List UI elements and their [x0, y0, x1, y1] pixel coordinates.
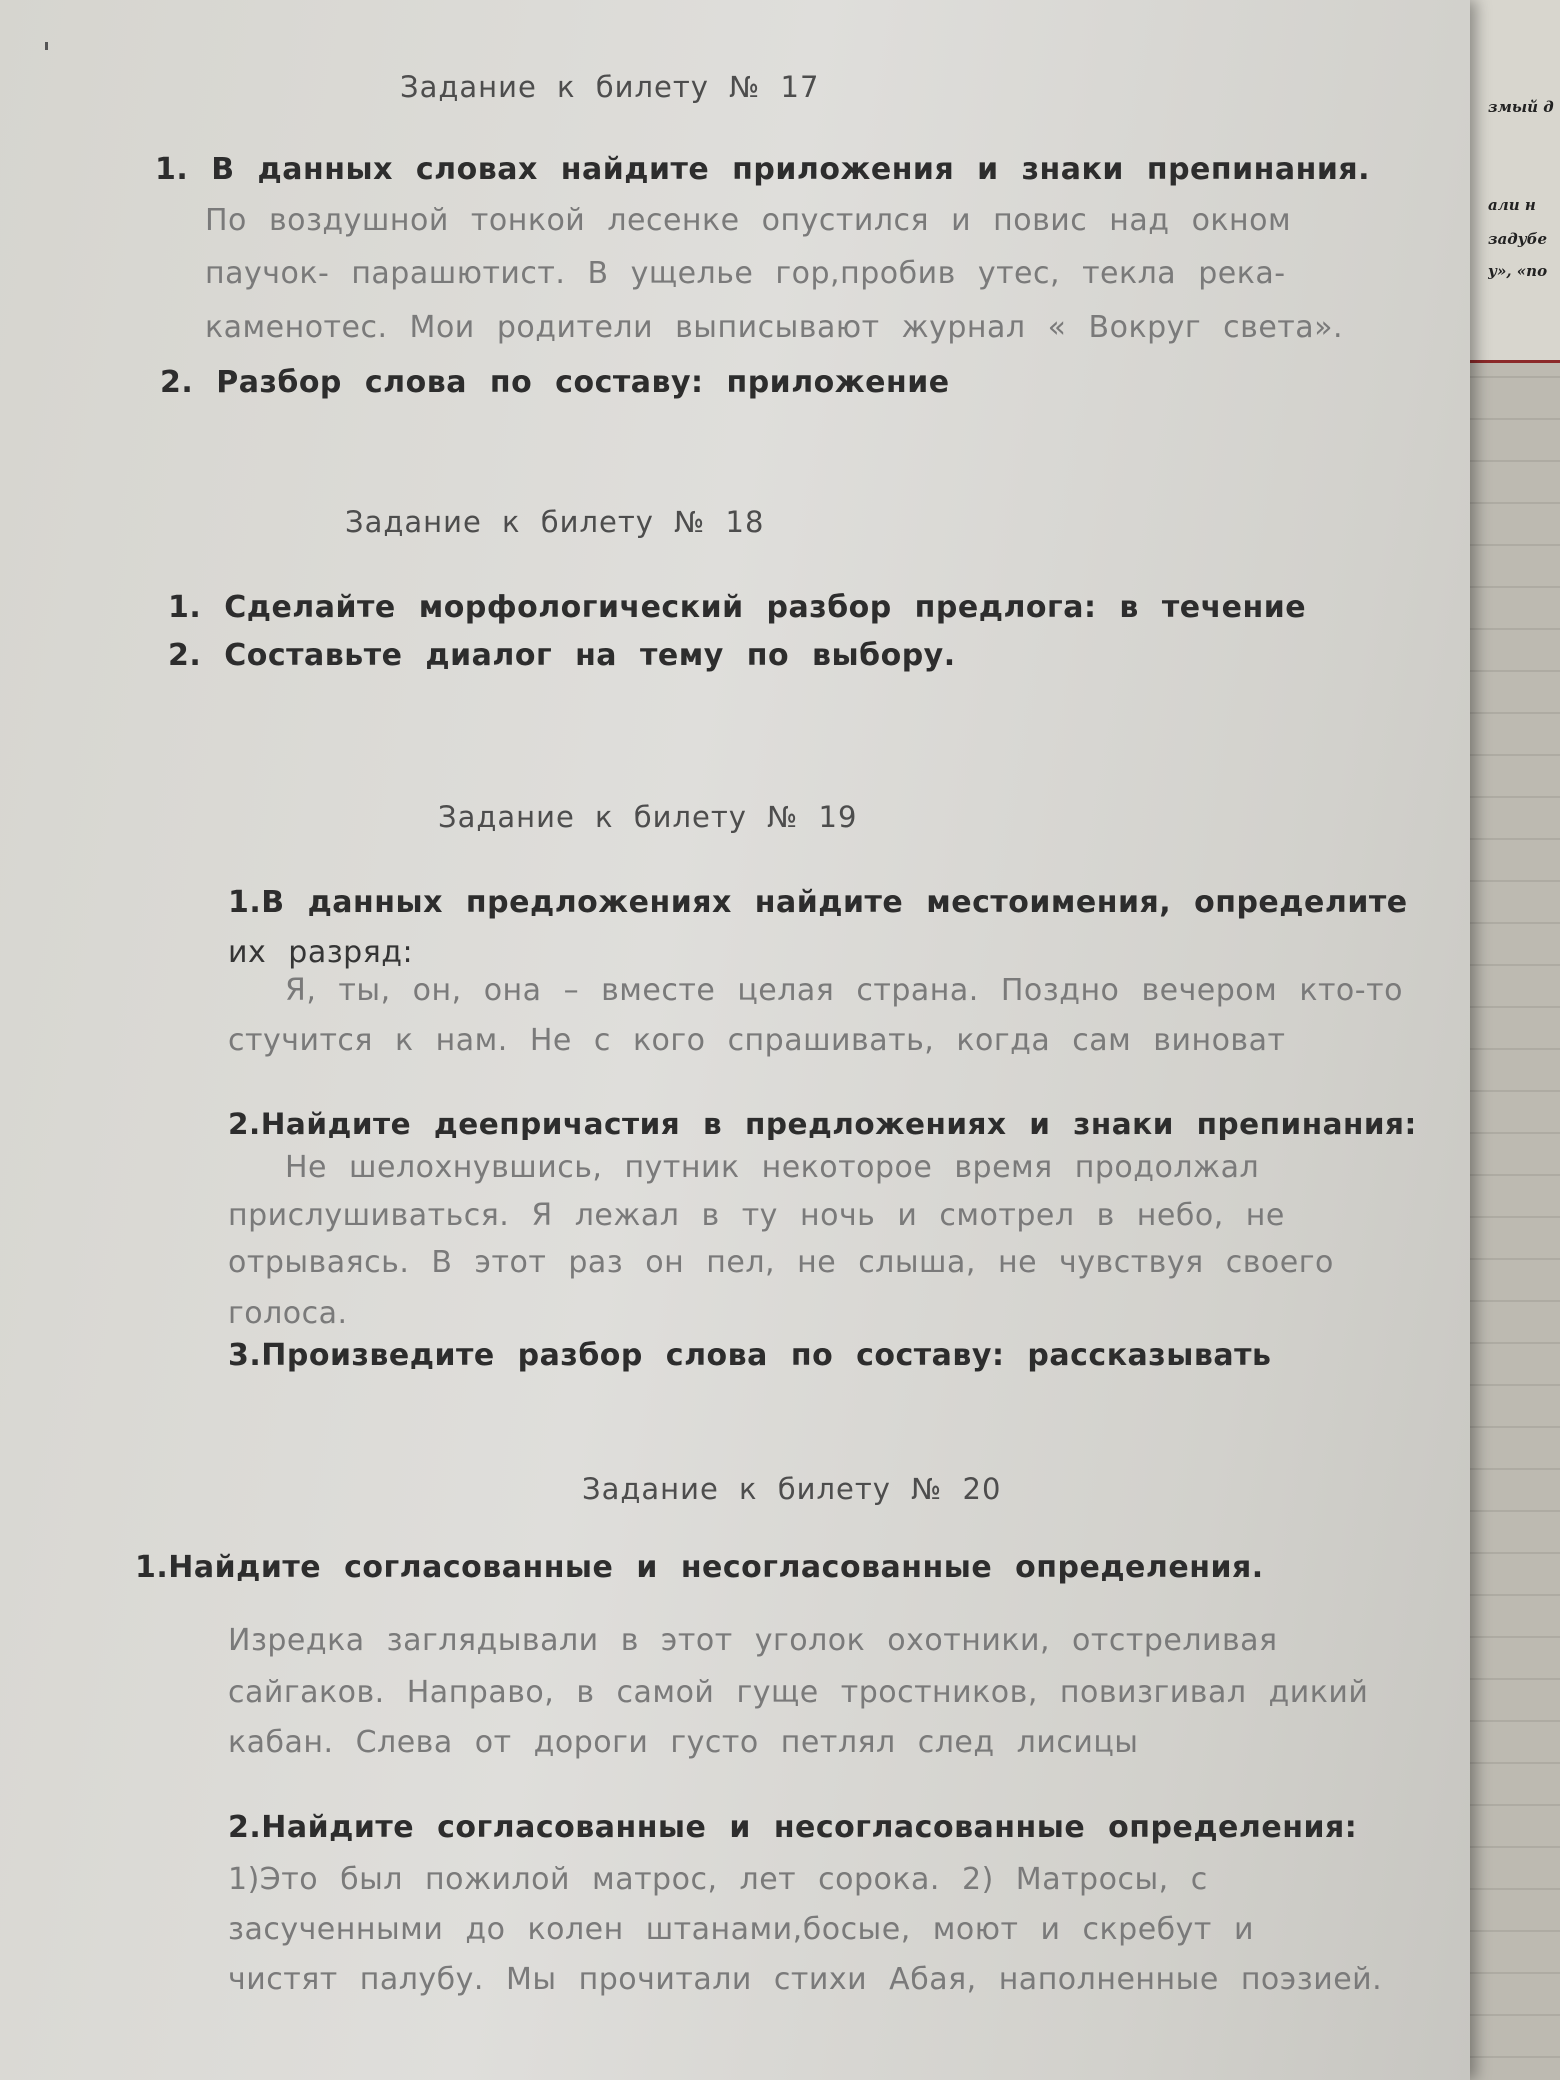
ticket-19-title: Задание к билету № 19 [438, 800, 858, 834]
ticket-19-text: голоса. [228, 1296, 348, 1331]
notebook-text: задубе [1488, 230, 1548, 248]
ticket-20-text: сайгаков. Направо, в самой гуще тростников, повизгивал дикий [228, 1675, 1369, 1710]
ticket-20-text: Изредка заглядывали в этот уголок охотники, отстреливая [228, 1623, 1278, 1658]
ticket-17-text: паучок- парашютист. В ущелье гор,пробив утес, текла река- [205, 256, 1286, 291]
ticket-19-text: стучится к нам. Не с кого спрашивать, когда сам виноват [228, 1023, 1286, 1058]
ticket-19-task-2: 2.Найдите деепричастия в предложениях и знаки препинания: [228, 1107, 1417, 1141]
notebook-text: у», «по [1488, 262, 1548, 280]
ticket-18-title: Задание к билету № 18 [345, 505, 765, 539]
ticket-20-text: засученными до колен штанами,босые, моют и скребут и [228, 1912, 1254, 1947]
ticket-20-title: Задание к билету № 20 [582, 1472, 1002, 1506]
ticket-18-task-2: 2. Составьте диалог на тему по выбору. [168, 638, 956, 673]
ticket-17-task-2: 2. Разбор слова по составу: приложение [160, 365, 950, 400]
ticket-19-text: Я, ты, он, она – вместе целая страна. Поздно вечером кто-то [285, 973, 1403, 1008]
ink-mark [45, 42, 48, 50]
ticket-19-text: прислушиваться. Я лежал в ту ночь и смотрел в небо, не [228, 1198, 1285, 1233]
ticket-19-text: отрываясь. В этот раз он пел, не слыша, не чувствуя своего [228, 1245, 1334, 1280]
ticket-17-text: По воздушной тонкой лесенке опустился и повис над окном [205, 203, 1292, 238]
ticket-19-text: Не шелохнувшись, путник некоторое время продолжал [285, 1150, 1260, 1185]
ticket-19-task-3: 3.Произведите разбор слова по составу: рассказывать [228, 1338, 1272, 1373]
ticket-20-task-2: 2.Найдите согласованные и несогласованные определения: [228, 1810, 1358, 1845]
notebook-text: змый д [1488, 98, 1554, 116]
ticket-20-text: 1)Это был пожилой матрос, лет сорока. 2) Матросы, с [228, 1862, 1208, 1897]
ticket-18-task-1: 1. Сделайте морфологический разбор предлога: в течение [168, 590, 1307, 625]
ticket-20-text: кабан. Слева от дороги густо петлял след лисицы [228, 1725, 1139, 1760]
ticket-17-title: Задание к билету № 17 [400, 70, 820, 104]
ticket-17-text: каменотес. Мои родители выписывают журнал « Вокруг света». [205, 310, 1344, 345]
ticket-20-text: чистят палубу. Мы прочитали стихи Абая, наполненные поэзией. [228, 1962, 1383, 1997]
ticket-19-task-1: 1.В данных предложениях найдите местоимения, определите [228, 885, 1408, 920]
ticket-20-task-1: 1.Найдите согласованные и несогласованные определения. [135, 1550, 1264, 1585]
ticket-19-task-1-cont: их разряд: [228, 935, 414, 970]
ticket-17-task-1: 1. В данных словах найдите приложения и знаки препинания. [155, 152, 1371, 187]
notebook-text: али н [1488, 196, 1536, 214]
